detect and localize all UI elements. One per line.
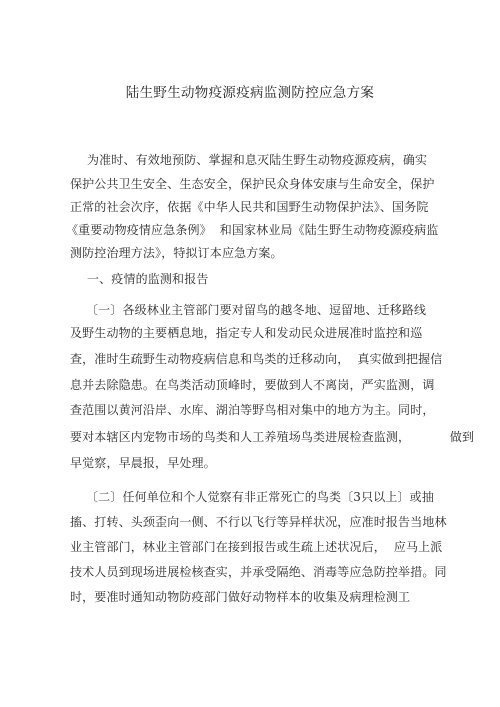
paragraph-line: 《重要动物疫情应急条例》 和国家林业局《陆生野生动物疫源疫病监 — [66, 223, 439, 237]
paragraph-line: 测防控治理方法》，特拟订本应急方案。 — [70, 246, 283, 260]
paragraph-line: 时，要准时通知动物防疫部门做好动物样本的收集及病理检测工 — [70, 590, 411, 604]
paragraph-line: 查范围以黄河沿岸、水库、湖泊等野鸟相对集中的地方为主。同时， — [70, 403, 435, 417]
document-title: 陆生野生动物疫源疫病监测防控应急方案 — [125, 85, 375, 101]
paragraph-line: 业主管部门，林业主管部门在接到报告或生疏上述状况后， 应马上派 — [70, 540, 443, 554]
paragraph-line: 〔一〕各级林业主管部门要对留鸟的越冬地、逗留地、迁移路线 — [86, 303, 427, 317]
paragraph-line: 及野生动物的主要栖息地，指定专人和发动民众进展准时监控和巡 — [70, 326, 423, 340]
paragraph-line: 早觉察，早晨报，早处理。 — [70, 456, 216, 470]
paragraph-line: 保护公共卫生安全、生态安全，保护民众身体安康与生命安全，保护 — [70, 177, 435, 191]
paragraph-line: 为准时、有效地预防、掌握和息灭陆生野生动物疫源疫病，确实 — [87, 153, 428, 167]
paragraph-line: 要对本辖区内宠物市场的鸟类和人工养殖场鸟类进展检查监测， 做到 — [70, 430, 475, 444]
section-heading: 一、疫情的监测和报告 — [87, 272, 209, 286]
paragraph-line: 正常的社会次序，依据《中华人民共和国野生动物保护法》、国务院 — [70, 200, 429, 214]
paragraph-line: 〔二〕任何单位和个人觉察有非正常死亡的鸟类〔3只以上〕或抽 — [86, 490, 434, 504]
paragraph-line: 查，准时生疏野生动物疫病信息和鸟类的迁移动向， 真实做到把握信 — [70, 352, 443, 366]
paragraph-line: 搐、打转、头颈歪向一侧、不行以飞行等异样状况，应准时报告当地林 — [70, 515, 447, 529]
paragraph-line: 技术人员到现场进展检核查实，并承受隔绝、消毒等应急防控举措。同 — [70, 565, 447, 579]
paragraph-line: 息并去除隐患。在鸟类活动顶峰时，要做到人不离岗，严实监测，调 — [70, 378, 435, 392]
